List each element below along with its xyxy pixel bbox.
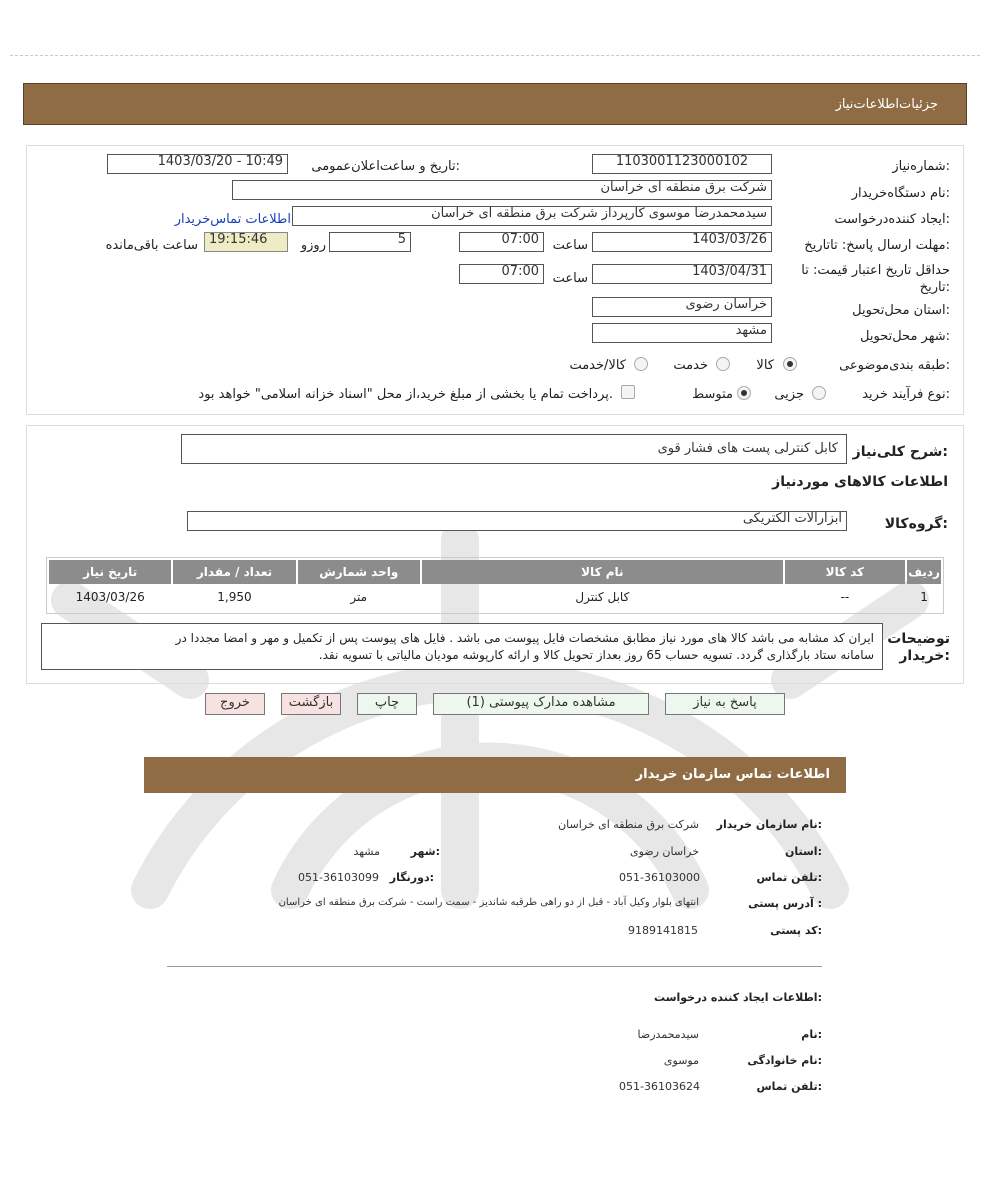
category-option-goods: کالا xyxy=(756,358,774,373)
page-title: جزئیات‌اطلاعات‌نیاز xyxy=(835,97,938,112)
cell-qty: 1,950 xyxy=(217,590,252,604)
cell-name: کابل کنترل xyxy=(575,590,630,604)
contact-postal-label: کد پستی: xyxy=(770,924,822,937)
contact-postal-value: 9189141815 xyxy=(628,924,698,937)
org-name-label: نام سازمان خریدار: xyxy=(716,818,822,831)
contact-province-label: استان: xyxy=(784,845,822,858)
creator-info-title: اطلاعات ایجاد کننده درخواست: xyxy=(654,991,822,1004)
notes-label-line-1: توضیحات xyxy=(887,631,950,647)
col-code: کد کالا xyxy=(785,560,905,584)
price-validity-date-field: 1403/04/31 xyxy=(592,264,772,284)
reply-button[interactable]: پاسخ به نیاز xyxy=(665,693,785,715)
contact-fax-label: دورنگار: xyxy=(389,871,434,884)
print-button[interactable]: چاپ xyxy=(357,693,417,715)
province-label: استان محل‌تحویل: xyxy=(852,303,950,318)
back-button[interactable]: بازگشت xyxy=(281,693,341,715)
category-option-service: خدمت xyxy=(673,358,708,373)
col-row: ردیف xyxy=(907,560,941,584)
city-label: شهر محل‌تحویل: xyxy=(860,329,950,344)
announce-field: 1403/03/20 - 10:49 xyxy=(107,154,288,174)
category-option-both: کالا/خدمت xyxy=(569,358,626,373)
org-name-value: شرکت برق منطقه ای خراسان xyxy=(558,818,699,831)
price-validity-label xyxy=(800,262,950,296)
cell-date: 1403/03/26 xyxy=(75,590,145,604)
goods-table-wrap xyxy=(46,557,944,614)
contact-phone-value: 051-36103000 xyxy=(619,871,700,884)
creator-first-name-label: نام: xyxy=(801,1028,822,1041)
creator-phone-label: تلفن تماس: xyxy=(756,1080,822,1093)
notes-line-2: سامانه ستاد بارگذاری گردد. تسویه حساب 65 روز بعداز تحویل کالا و ارائه کارپوشه مودیان مالیاتی با تسویه نقد. xyxy=(318,648,874,662)
creator-field: سیدمحمدرضا موسوی کارپرداز شرکت برق منطقه ای خراسان xyxy=(292,206,772,226)
goods-group-field: ابزارالات الکتریکی xyxy=(187,511,847,531)
buyer-contact-link[interactable]: اطلاعات تماس‌خریدار xyxy=(174,212,291,227)
contact-section-header xyxy=(144,757,846,793)
notes-label-line-2: خریدار: xyxy=(899,648,950,664)
price-validity-time-label: ساعت xyxy=(552,271,588,286)
creator-phone-value: 051-36103624 xyxy=(619,1080,700,1093)
contact-province-value: خراسان رضوی xyxy=(629,845,699,858)
goods-group-label: گروه‌کالا: xyxy=(884,516,948,532)
goods-table-header xyxy=(49,560,941,584)
attachments-button[interactable]: مشاهده مدارک پیوستی (1) xyxy=(433,693,649,715)
col-name: نام کالا xyxy=(422,560,783,584)
process-option-minor: جزیی xyxy=(774,387,804,402)
page-header xyxy=(23,83,967,125)
remaining-label: ساعت باقی‌مانده xyxy=(105,238,198,253)
process-label: نوع فرآیند خرید: xyxy=(862,387,950,402)
cell-row: 1 xyxy=(920,590,928,604)
creator-first-name-value: سیدمحمدرضا xyxy=(637,1028,699,1041)
deadline-time-label: ساعت xyxy=(552,238,588,253)
creator-last-name-value: موسوی xyxy=(663,1054,699,1067)
buyer-org-field: شرکت برق منطقه ای خراسان xyxy=(232,180,772,200)
summary-field: کابل کنترلی پست های فشار قوی xyxy=(181,434,847,464)
contact-address-label: آدرس پستی : xyxy=(748,897,822,910)
creator-last-name-label: نام خانوادگی: xyxy=(747,1054,822,1067)
days-label: روزو xyxy=(300,238,326,253)
need-number-field: 1103001123000102 xyxy=(592,154,772,174)
process-option-medium: متوسط xyxy=(692,387,733,402)
col-date: تاریخ نیاز xyxy=(49,560,171,584)
cell-unit: متر xyxy=(350,590,368,604)
cell-code: -- xyxy=(840,590,850,604)
province-field: خراسان رضوی xyxy=(592,297,772,317)
city-field: مشهد xyxy=(592,323,772,343)
creator-label: ایجاد کننده‌درخواست: xyxy=(834,212,950,227)
category-radio-both[interactable] xyxy=(634,357,648,371)
announce-label: تاریخ و ساعت‌اعلان‌عمومی: xyxy=(311,159,460,174)
treasury-note: پرداخت تمام یا بخشی از مبلغ خرید،از محل "اسناد خزانه اسلامی" خواهد بود. xyxy=(198,387,613,402)
contact-section-title: اطلاعات تماس سازمان خریدار xyxy=(635,767,830,782)
price-validity-text: حداقل تاریخ اعتبار قیمت: تا تاریخ: xyxy=(801,263,950,295)
price-validity-time-field: 07:00 xyxy=(459,264,544,284)
category-label: طبقه بندی‌موضوعی: xyxy=(839,358,950,373)
contact-divider xyxy=(167,966,822,967)
col-qty: تعداد / مقدار xyxy=(173,560,295,584)
goods-info-title: اطلاعات کالاهای موردنیاز xyxy=(772,474,948,490)
contact-city-value: مشهد xyxy=(353,845,380,858)
summary-label: شرح کلی‌نیاز: xyxy=(852,444,948,460)
remaining-timer: 19:15:46 xyxy=(204,232,288,252)
category-radio-service[interactable] xyxy=(716,357,730,371)
treasury-checkbox[interactable] xyxy=(621,385,635,399)
deadline-date-field: 1403/03/26 xyxy=(592,232,772,252)
notes-label xyxy=(887,631,950,665)
deadline-label: مهلت ارسال پاسخ: تاتاریخ: xyxy=(804,238,950,253)
process-radio-medium[interactable] xyxy=(737,386,751,400)
contact-fax-value: 051-36103099 xyxy=(298,871,379,884)
buyer-notes-box xyxy=(41,623,883,670)
need-number-label: شماره‌نیاز: xyxy=(892,159,950,174)
notes-line-1: ایران کد مشابه می باشد کالا های مورد نیاز مطابق مشخصات فایل پیوست می باشد . فایل های پیوست پس از تکمیل و مهر و امضا مجددا در xyxy=(175,631,874,645)
category-radio-goods[interactable] xyxy=(783,357,797,371)
exit-button[interactable]: خروج xyxy=(205,693,265,715)
contact-address-value: انتهای بلوار وکیل آباد - قبل از دو راهی طرقبه شاندیز - سمت راست - شرکت برق منطقه ای خراسان xyxy=(278,897,699,908)
contact-city-label: شهر: xyxy=(410,845,440,858)
top-divider xyxy=(10,55,980,56)
process-radio-minor[interactable] xyxy=(812,386,826,400)
contact-phone-label: تلفن تماس: xyxy=(756,871,822,884)
deadline-time-field: 07:00 xyxy=(459,232,544,252)
col-unit: واحد شمارش xyxy=(298,560,420,584)
table-row xyxy=(49,586,941,608)
buyer-org-label: نام دستگاه‌خریدار: xyxy=(851,186,950,201)
goods-table xyxy=(47,558,943,610)
days-field: 5 xyxy=(329,232,411,252)
